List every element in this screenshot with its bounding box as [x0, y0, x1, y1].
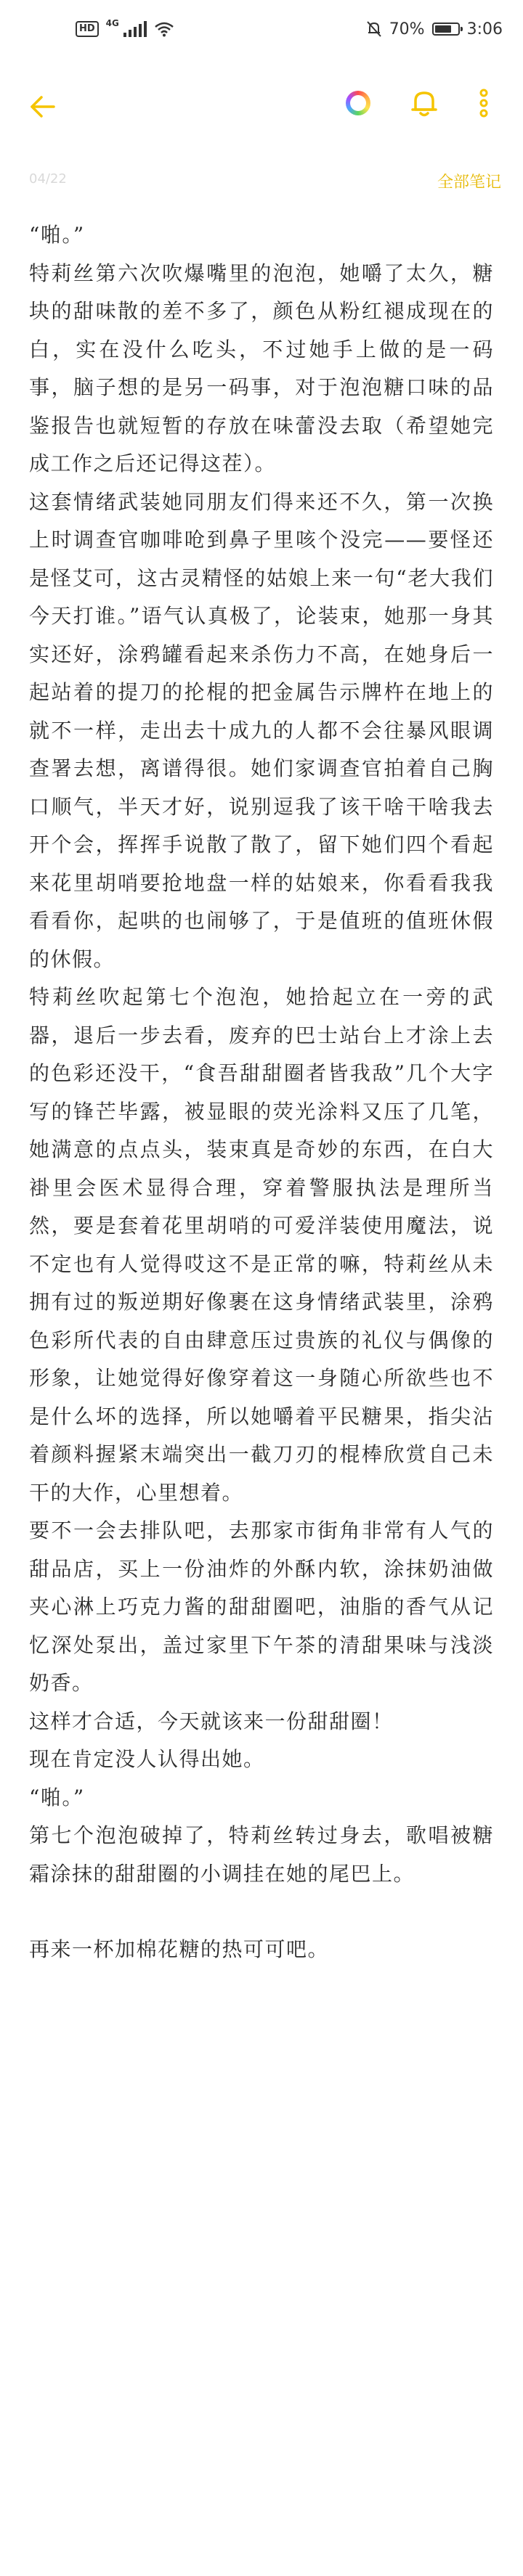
back-arrow-icon[interactable]: [28, 91, 58, 122]
signal-icon: [123, 21, 147, 37]
battery-percent: 70%: [389, 20, 425, 38]
paragraph: 要不一会去排队吧，去那家市街角非常有人气的甜品店，买上一份油炸的外酥内软，涂抹奶油做夹心淋上巧克力酱的甜甜圈吧，油脂的香气从记忆深处泵出，盖过家里下午茶的清甜果味与浅淡奶香。: [29, 1518, 494, 1695]
network-type: 4G: [105, 18, 119, 28]
color-palette-icon[interactable]: [346, 91, 370, 115]
paragraph: 这样才合适，今天就该来一份甜甜圈！: [29, 1709, 394, 1733]
blank-line: [29, 1893, 494, 1931]
more-vertical-icon[interactable]: [477, 87, 491, 119]
note-toolbar: [0, 70, 523, 142]
battery-icon: [432, 23, 460, 36]
mute-bell-icon: [366, 20, 382, 38]
status-left: [76, 18, 174, 37]
hd-badge: HD: [76, 21, 99, 37]
clock: 3:06: [466, 20, 503, 38]
status-bar: [0, 0, 523, 58]
paragraph: “啪。”: [29, 223, 85, 247]
paragraph: 特莉丝第六次吹爆嘴里的泡泡，她嚼了太久，糖块的甜味散的差不多了，颜色从粉红褪成现在的白，实在没什么吃头，不过她手上做的是一码事，脑子想的是另一码事，对于泡泡糖口味的品鉴报告也就短暂的存放在味蕾没去取（希望她完成工作之后还记得这茬）。: [29, 261, 494, 475]
paragraph: 现在肯定没人认得出她。: [29, 1747, 265, 1771]
note-date: 04/22: [29, 171, 67, 187]
bell-icon[interactable]: [408, 87, 440, 119]
paragraph: “啪。”: [29, 1785, 85, 1810]
note-meta-row: [0, 165, 523, 195]
paragraph: 第七个泡泡破掉了，特莉丝转过身去，歌唱被糖霜涂抹的甜甜圈的小调挂在她的尾巴上。: [29, 1823, 494, 1886]
paragraph: 特莉丝吹起第七个泡泡，她拾起立在一旁的武器，退后一步去看，废弃的巴士站台上才涂上去的色彩还没干，“食吾甜甜圈者皆我敌”几个大字写的锋芒毕露，被显眼的荧光涂料又压了几笔，她满意的点点头，装束真是奇妙的东西，在白大褂里会医术显得合理，穿着警服执法是理所当然，要是套着花里胡哨的可爱洋装使用魔法，说不定也有人觉得哎这不是正常的嘛，特莉丝从未拥有过的叛逆期好像裹在这身情绪武装里，涂鸦色彩所代表的自由肆意压过贵族的礼仪与偶像的形象，让她觉得好像穿着这一身随心所欲些也不是什么坏的选择，所以她嚼着平民糖果，指尖沾着颜料握紧末端突出一截刀刃的棍棒欣赏自己未干的大作，心里想着。: [29, 985, 494, 1505]
status-right: [366, 20, 503, 38]
paragraph: 这套情绪武装她同朋友们得来还不久，第一次换上时调查官咖啡呛到鼻子里咳个没完——要怪还是怪艾可，这古灵精怪的姑娘上来一句“老大我们今天打谁。”语气认真极了，论装束，她那一身其实还好，涂鸦罐看起来杀伤力不高，在她身后一起站着的提刀的抡棍的把金属告示牌杵在地上的就不一样，走出去十成九的人都不会往暴风眼调查署去想，离谱得很。她们家调查官拍着自己胸口顺气，半天才好，说别逗我了该干啥干啥我去开个会，挥挥手说散了散了，留下她们四个看起来花里胡哨要抢地盘一样的姑娘来，你看看我我看看你，起哄的也闹够了，于是值班的值班休假的休假。: [29, 489, 494, 971]
note-body[interactable]: [29, 216, 494, 1969]
all-notes-link[interactable]: 全部笔记: [437, 173, 501, 192]
paragraph: 再来一杯加棉花糖的热可可吧。: [29, 1937, 330, 1961]
wifi-icon: [154, 21, 174, 37]
